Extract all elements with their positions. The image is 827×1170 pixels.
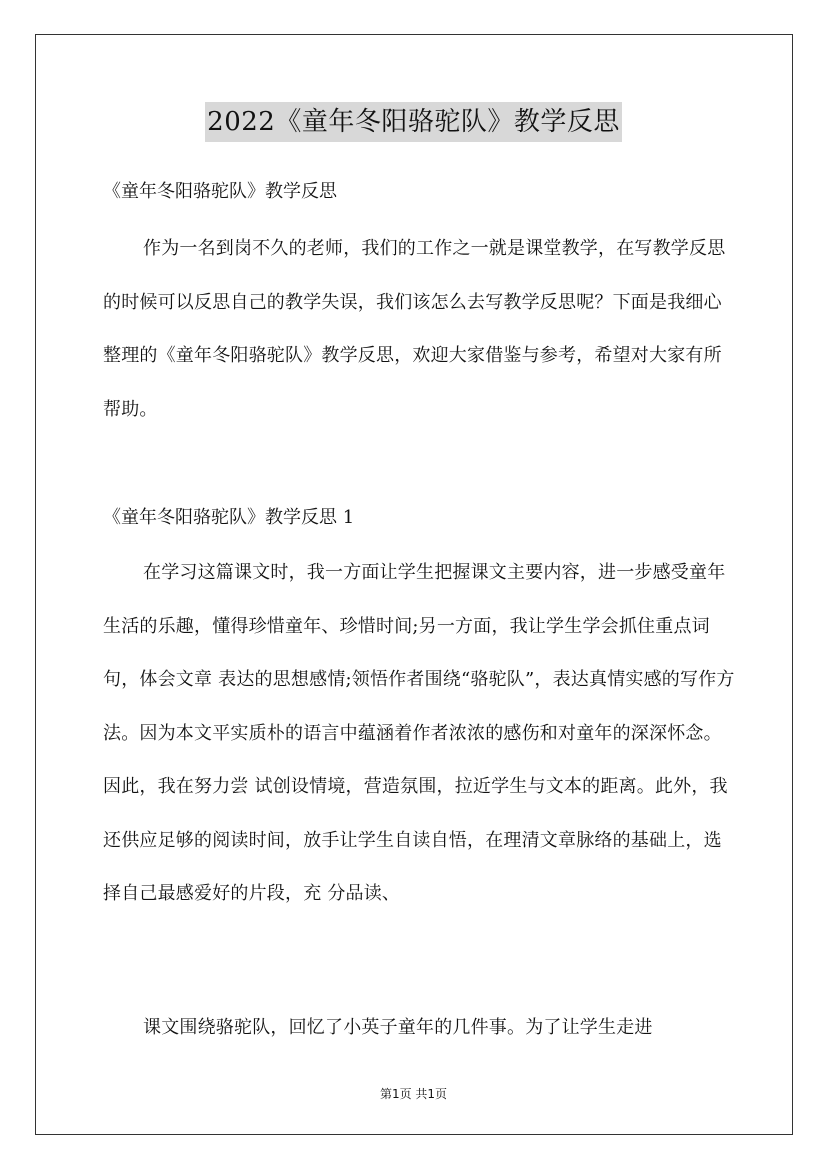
section-heading: 《童年冬阳骆驼队》教学反思 1 bbox=[103, 507, 355, 528]
page-footer: 第1页 共1页 bbox=[379, 1087, 448, 1101]
section-paragraph-1: 在学习这篇课文时，我一方面让学生把握课文主要内容，进一步感受童年生活的乐趣，懂得珍惜童年、珍惜时间;另一方面，我让学生学会抓住重点词句，体会文章 表达的思想感情;领悟作者围绕“骆驼队”，表达真情实感的写作方法。因为本文平实质朴的语言中蕴涵着作者浓浓的感伤和对童年的深深怀念。因此，我在努力尝 试创设情境，营造氛围，拉近学生与文本的距离。此外，我还供应足够的阅读时间，放手让学生自读自悟，在理清文章脉络的基础上，选择自己最感爱好的片段，充 分品读、 bbox=[103, 562, 735, 904]
intro-paragraph: 作为一名到岗不久的老师，我们的工作之一就是课堂教学，在写教学反思的时候可以反思自己的教学失误，我们该怎么去写教学反思呢？下面是我细心整理的《童年冬阳骆驼队》教学反思，欢迎大家借鉴与参考，希望对大家有所帮助。 bbox=[103, 238, 726, 420]
document-subtitle: 《童年冬阳骆驼队》教学反思 bbox=[103, 181, 337, 202]
document-title-container bbox=[0, 102, 827, 142]
section-paragraph-2: 课文围绕骆驼队，回忆了小英子童年的几件事。为了让学生走进 bbox=[143, 1017, 653, 1038]
document-title: 2022《童年冬阳骆驼队》教学反思 bbox=[205, 102, 622, 142]
